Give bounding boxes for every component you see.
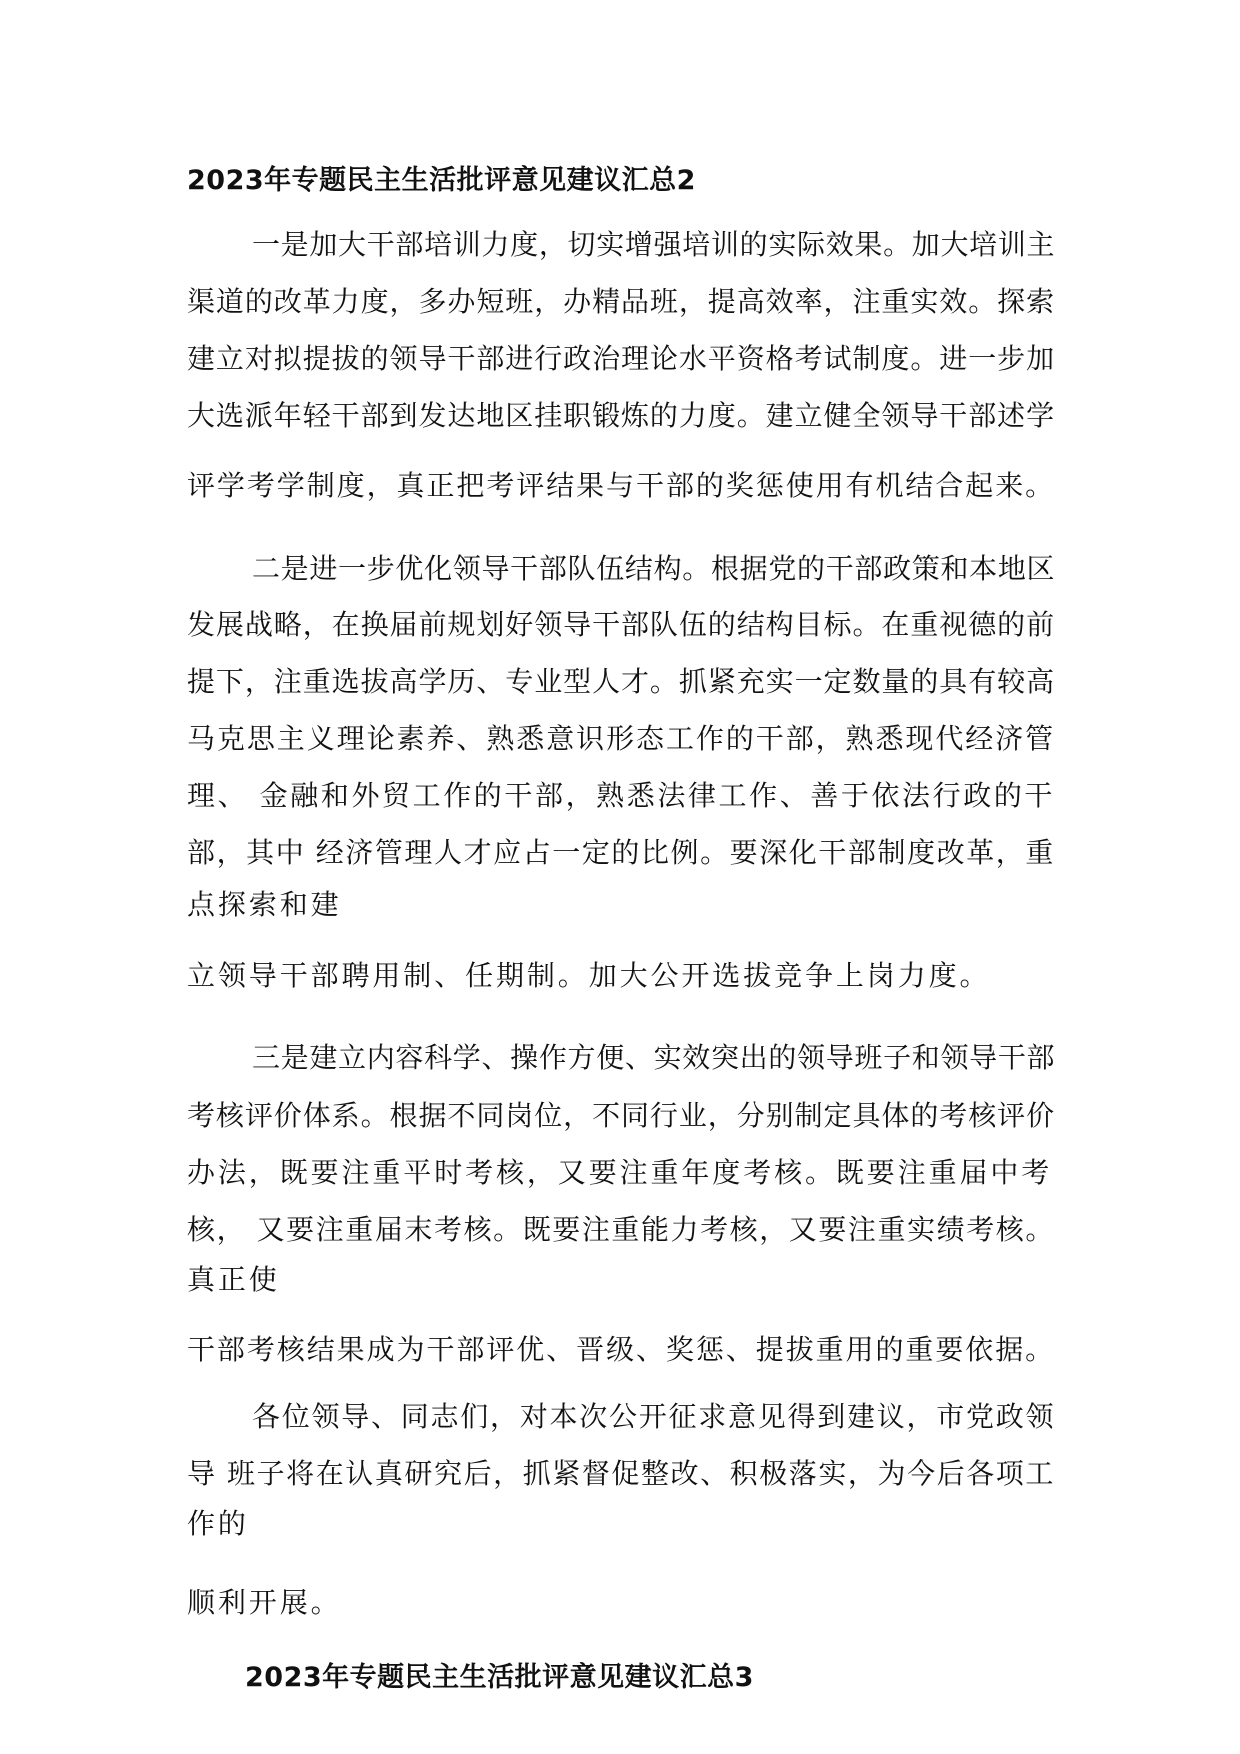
paragraph-3-line-2: 考核评价体系。根据不同岗位，不同行业，分别制定具体的考核评价 <box>187 1099 1056 1132</box>
paragraph-3-line-1: 三是建立内容科学、操作方便、实效突出的领导班子和领导干部 <box>252 1041 1056 1074</box>
section-heading-3: 2023年专题民主生活批评意见建议汇总3 <box>245 1662 754 1693</box>
paragraph-2-line-5: 理、 金融和外贸工作的干部，熟悉法律工作、善于依法行政的干 <box>187 779 1056 812</box>
paragraph-4-line-2: 导 班子将在认真研究后，抓紧督促整改、积极落实，为今后各项工 <box>187 1457 1055 1490</box>
paragraph-2-line-3: 提下，注重选拔高学历、专业型人才。抓紧充实一定数量的具有较高 <box>187 665 1056 698</box>
paragraph-1-line-3: 建立对拟提拔的领导干部进行政治理论水平资格考试制度。进一步加 <box>187 342 1056 375</box>
paragraph-3-line-6: 干部考核结果成为干部评优、晋级、奖惩、提拔重用的重要依据。 <box>187 1333 1056 1366</box>
paragraph-1-line-1: 一是加大干部培训力度，切实增强培训的实际效果。加大培训主 <box>252 228 1056 261</box>
paragraph-1-line-5: 评学考学制度，真正把考评结果与干部的奖惩使用有机结合起来。 <box>187 469 1056 502</box>
paragraph-4-line-4: 顺利开展。 <box>187 1586 342 1619</box>
paragraph-3-line-3: 办法，既要注重平时考核，又要注重年度考核。既要注重届中考 <box>187 1156 1053 1189</box>
section-heading-2: 2023年专题民主生活批评意见建议汇总2 <box>187 165 696 196</box>
paragraph-2-line-2: 发展战略，在换届前规划好领导干部队伍的结构目标。在重视德的前 <box>187 608 1056 641</box>
paragraph-2-line-8: 立领导干部聘用制、任期制。加大公开选拔竞争上岗力度。 <box>187 959 991 992</box>
paragraph-3-line-5: 真正使 <box>187 1263 280 1296</box>
paragraph-3-line-4: 核， 又要注重届末考核。既要注重能力考核，又要注重实绩考核。 <box>187 1213 1055 1246</box>
paragraph-2-line-4: 马克思主义理论素养、熟悉意识形态工作的干部，熟悉现代经济管 <box>187 722 1056 755</box>
paragraph-1-line-4: 大选派年轻干部到发达地区挂职锻炼的力度。建立健全领导干部述学 <box>187 399 1056 432</box>
paragraph-2-line-7: 点探索和建 <box>187 888 342 921</box>
paragraph-4-line-1: 各位领导、同志们，对本次公开征求意见得到建议，市党政领 <box>252 1400 1056 1433</box>
paragraph-2-line-1: 二是进一步优化领导干部队伍结构。根据党的干部政策和本地区 <box>252 552 1056 585</box>
paragraph-4-line-3: 作的 <box>187 1507 249 1540</box>
paragraph-1-line-2: 渠道的改革力度，多办短班，办精品班，提高效率，注重实效。探索 <box>187 285 1056 318</box>
paragraph-2-line-6: 部，其中 经济管理人才应占一定的比例。要深化干部制度改革，重 <box>187 836 1055 869</box>
